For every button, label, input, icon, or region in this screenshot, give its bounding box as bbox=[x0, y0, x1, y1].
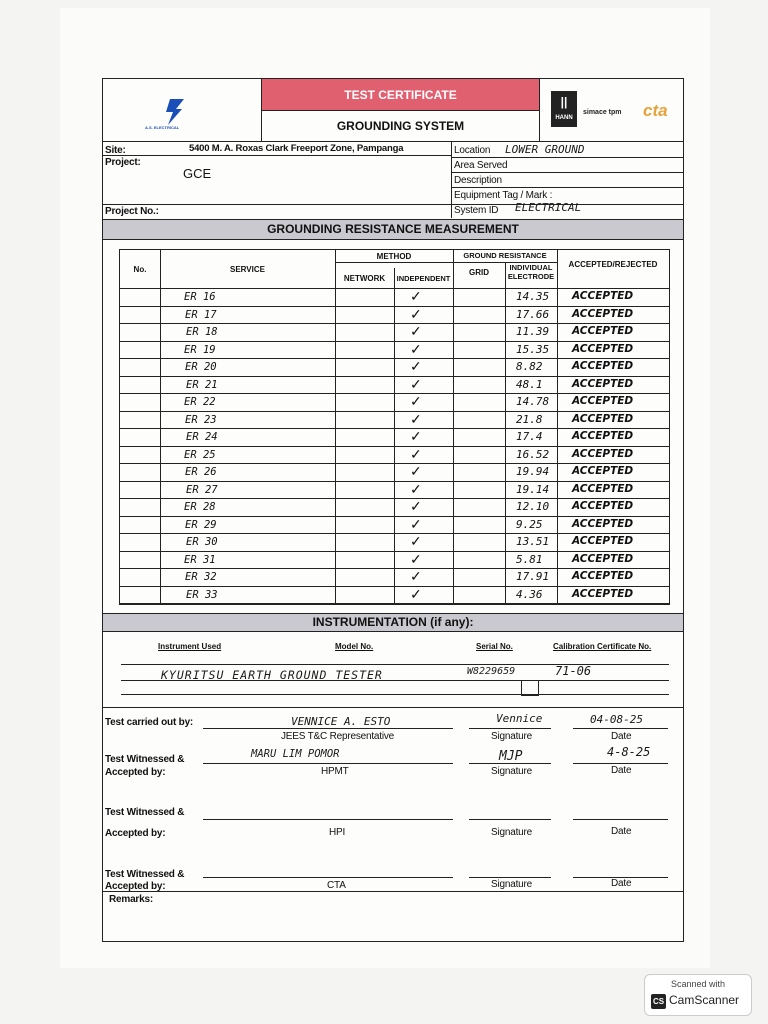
row-service: ER 21 bbox=[186, 378, 218, 391]
project-label: Project: bbox=[105, 157, 141, 168]
row-electrode-value: 21.8 bbox=[516, 412, 543, 426]
row-electrode-value: 19.14 bbox=[516, 482, 550, 496]
table-row bbox=[120, 516, 669, 534]
row-service: ER 22 bbox=[184, 396, 216, 408]
witness3-label: Test Witnessed & bbox=[105, 869, 185, 880]
grounding-resistance-bar: GROUNDING RESISTANCE MEASUREMENT bbox=[103, 219, 683, 240]
table-row bbox=[120, 288, 669, 306]
row-independent-check: ✓ bbox=[410, 288, 422, 304]
row-electrode-value: 9.25 bbox=[516, 517, 543, 531]
carried-out-name: VENNICE A. ESTO bbox=[291, 715, 391, 728]
row-service: ER 23 bbox=[185, 413, 217, 426]
row-independent-check: ✓ bbox=[410, 463, 422, 479]
row-status: ACCEPTED bbox=[572, 377, 634, 390]
location-value: LOWER GROUND bbox=[505, 143, 585, 156]
table-row bbox=[120, 586, 669, 604]
instrument-value: KYURITSU EARTH GROUND TESTER bbox=[161, 668, 383, 682]
carried-out-signature-label: Signature bbox=[491, 731, 533, 742]
witness2-signature-label: Signature bbox=[491, 827, 533, 838]
table-row bbox=[120, 306, 669, 324]
project-no-label: Project No.: bbox=[105, 206, 159, 217]
carried-out-role: JEES T&C Representative bbox=[281, 731, 395, 742]
row-electrode-value: 11.39 bbox=[516, 325, 550, 338]
row-status: ACCEPTED bbox=[572, 430, 634, 442]
row-electrode-value: 14.78 bbox=[516, 395, 550, 408]
witness3-role: CTA bbox=[327, 880, 346, 891]
row-status: ACCEPTED bbox=[572, 517, 634, 530]
row-service: ER 26 bbox=[185, 466, 217, 478]
row-service: ER 29 bbox=[185, 518, 217, 531]
row-independent-check: ✓ bbox=[410, 305, 422, 322]
table-row bbox=[120, 376, 669, 394]
table-row bbox=[120, 533, 669, 551]
row-service: ER 20 bbox=[185, 361, 217, 373]
accepted2-label: Accepted by: bbox=[105, 828, 166, 839]
header-network: NETWORK bbox=[343, 274, 386, 283]
witness1-role: HPMT bbox=[321, 766, 349, 777]
accepted1-label: Accepted by: bbox=[105, 767, 166, 778]
remarks-label: Remarks: bbox=[109, 894, 153, 905]
row-status: ACCEPTED bbox=[572, 447, 634, 460]
row-independent-check: ✓ bbox=[410, 375, 422, 392]
row-service: ER 30 bbox=[186, 536, 218, 548]
row-electrode-value: 5.81 bbox=[516, 552, 543, 566]
camscanner-text: CamScanner bbox=[669, 993, 740, 1007]
instrument-used-label: Instrument Used bbox=[158, 642, 222, 651]
row-status: ACCEPTED bbox=[572, 395, 634, 407]
carried-out-date: 04-08-25 bbox=[590, 713, 643, 726]
table-row bbox=[120, 446, 669, 464]
row-independent-check: ✓ bbox=[410, 393, 422, 409]
row-status: ACCEPTED bbox=[572, 465, 634, 477]
witness1-date-label: Date bbox=[611, 765, 632, 776]
table-row bbox=[120, 568, 669, 586]
row-service: ER 31 bbox=[184, 553, 216, 566]
location-label: Location bbox=[454, 145, 491, 156]
row-independent-check: ✓ bbox=[410, 515, 422, 532]
row-status: ACCEPTED bbox=[572, 500, 634, 512]
instrumentation-bar: INSTRUMENTATION (if any): bbox=[103, 613, 683, 632]
witness3-date-label: Date bbox=[611, 878, 632, 889]
description-label: Description bbox=[454, 175, 502, 186]
table-row bbox=[120, 481, 669, 499]
carried-out-date-label: Date bbox=[611, 731, 632, 742]
header-ground-resistance: GROUND RESISTANCE bbox=[463, 251, 547, 260]
as-electrical-logo bbox=[158, 97, 198, 127]
table-row bbox=[120, 358, 669, 376]
witness1-name: MARU LIM POMOR bbox=[251, 748, 340, 760]
witness2-role: HPI bbox=[329, 827, 346, 838]
header-service: SERVICE bbox=[230, 265, 265, 274]
table-row bbox=[120, 323, 669, 341]
header-method: METHOD bbox=[376, 252, 412, 261]
accepted3-label: Accepted by: bbox=[105, 881, 166, 892]
row-electrode-value: 12.10 bbox=[516, 500, 550, 513]
row-service: ER 18 bbox=[186, 326, 218, 338]
row-status: ACCEPTED bbox=[572, 360, 634, 372]
row-independent-check: ✓ bbox=[410, 410, 422, 427]
row-service: ER 16 bbox=[184, 291, 216, 303]
row-independent-check: ✓ bbox=[410, 340, 422, 357]
row-independent-check: ✓ bbox=[410, 550, 422, 567]
row-electrode-value: 4.36 bbox=[516, 587, 543, 601]
cta-logo: cta bbox=[643, 101, 668, 120]
witness3-signature-label: Signature bbox=[491, 879, 533, 890]
certificate-subtitle: GROUNDING SYSTEM bbox=[336, 119, 465, 133]
site-label: Site: bbox=[105, 145, 126, 156]
row-electrode-value: 19.94 bbox=[516, 465, 550, 478]
camscanner-badge bbox=[644, 974, 752, 1016]
row-service: ER 19 bbox=[184, 343, 216, 356]
row-independent-check: ✓ bbox=[410, 498, 422, 514]
witness2-date-label: Date bbox=[611, 826, 632, 837]
row-electrode-value: 17.66 bbox=[516, 307, 550, 321]
row-independent-check: ✓ bbox=[410, 533, 422, 549]
row-electrode-value: 17.91 bbox=[516, 570, 550, 583]
row-status: ACCEPTED bbox=[572, 587, 634, 600]
row-service: ER 27 bbox=[186, 483, 218, 496]
header-individual-electrode: INDIVIDUAL ELECTRODE bbox=[507, 263, 555, 281]
scanned-with-text: Scanned with bbox=[670, 979, 726, 989]
lightning-logo-icon bbox=[158, 97, 198, 127]
table-row bbox=[120, 463, 669, 481]
row-electrode-value: 17.4 bbox=[516, 430, 543, 443]
serial-value: W8229659 bbox=[467, 666, 516, 677]
row-electrode-value: 16.52 bbox=[516, 447, 550, 461]
row-independent-check: ✓ bbox=[410, 585, 422, 602]
row-electrode-value: 15.35 bbox=[516, 342, 550, 356]
witness1-label: Test Witnessed & bbox=[105, 754, 185, 765]
witness2-label: Test Witnessed & bbox=[105, 807, 185, 818]
calibration-label: Calibration Certificate No. bbox=[553, 642, 652, 651]
row-independent-check: ✓ bbox=[410, 358, 422, 374]
logo-left-caption: A.S. ELECTRICAL bbox=[145, 125, 180, 130]
row-independent-check: ✓ bbox=[410, 445, 422, 462]
row-service: ER 32 bbox=[185, 571, 217, 583]
project-value: GCE bbox=[183, 166, 212, 181]
carried-out-label: Test carried out by: bbox=[105, 717, 194, 728]
header-grid: GRID bbox=[469, 268, 489, 277]
certificate-title: TEST CERTIFICATE bbox=[344, 88, 457, 102]
row-status: ACCEPTED bbox=[572, 535, 634, 547]
row-service: ER 28 bbox=[184, 501, 216, 513]
row-service: ER 24 bbox=[186, 431, 218, 443]
area-served-label: Area Served bbox=[454, 160, 508, 171]
table-row bbox=[120, 498, 669, 516]
measurement-table bbox=[119, 249, 670, 605]
row-independent-check: ✓ bbox=[410, 480, 422, 497]
table-row bbox=[120, 341, 669, 359]
row-service: ER 25 bbox=[184, 448, 216, 461]
carried-out-signature: Vennice bbox=[496, 712, 543, 725]
row-electrode-value: 8.82 bbox=[516, 360, 543, 373]
table-row bbox=[120, 411, 669, 429]
row-status: ACCEPTED bbox=[572, 570, 634, 582]
model-no-label: Model No. bbox=[335, 642, 374, 651]
camscanner-icon: CS bbox=[651, 994, 666, 1009]
hann-logo: || HANN bbox=[551, 91, 577, 127]
calibration-value: 71-06 bbox=[555, 664, 592, 678]
row-electrode-value: 48.1 bbox=[516, 377, 543, 391]
serial-no-label: Serial No. bbox=[476, 642, 513, 651]
witness1-signature: MJP bbox=[499, 749, 523, 764]
header-independent: INDEPENDENT bbox=[396, 274, 451, 283]
row-independent-check: ✓ bbox=[410, 568, 422, 584]
simace-logo: simace tpm bbox=[583, 109, 622, 116]
witness1-date: 4-8-25 bbox=[607, 745, 651, 759]
row-independent-check: ✓ bbox=[410, 428, 422, 444]
row-status: ACCEPTED bbox=[572, 290, 634, 302]
row-electrode-value: 14.35 bbox=[516, 290, 550, 303]
system-id-label: System ID bbox=[454, 205, 499, 216]
table-row bbox=[120, 428, 669, 446]
table-row bbox=[120, 393, 669, 411]
row-status: ACCEPTED bbox=[572, 307, 634, 320]
row-status: ACCEPTED bbox=[572, 412, 634, 425]
row-independent-check: ✓ bbox=[410, 323, 422, 339]
row-service: ER 33 bbox=[186, 588, 218, 601]
row-status: ACCEPTED bbox=[572, 552, 634, 565]
witness1-signature-label: Signature bbox=[491, 766, 533, 777]
equipment-tag-label: Equipment Tag / Mark : bbox=[454, 190, 553, 201]
row-status: ACCEPTED bbox=[572, 325, 634, 337]
test-certificate-form bbox=[102, 78, 684, 942]
row-service: ER 17 bbox=[185, 308, 217, 321]
table-row bbox=[120, 551, 669, 569]
system-id-value: ELECTRICAL bbox=[515, 201, 582, 214]
header-no: No. bbox=[133, 265, 147, 274]
header-accepted-rejected: ACCEPTED/REJECTED bbox=[568, 260, 658, 269]
row-electrode-value: 13.51 bbox=[516, 535, 550, 548]
site-value: 5400 M. A. Roxas Clark Freeport Zone, Pampanga bbox=[189, 143, 404, 154]
row-status: ACCEPTED bbox=[572, 482, 634, 495]
row-status: ACCEPTED bbox=[572, 342, 634, 355]
